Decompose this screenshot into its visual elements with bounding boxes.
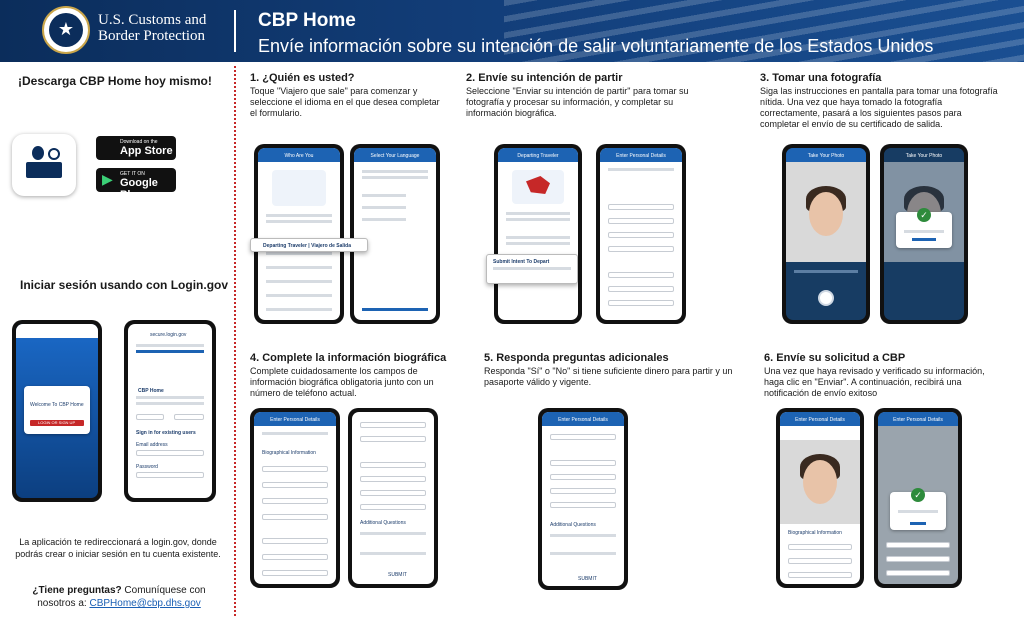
login-title: Iniciar sesión usando con Login.gov bbox=[20, 278, 229, 292]
sidebar bbox=[0, 62, 232, 621]
step2-heading: 2. Envíe su intención de partir bbox=[466, 72, 623, 84]
step4-body: Complete cuidadosamente los campos de información biográfica obligatoria junto con un número de teléfono actual. bbox=[250, 366, 434, 398]
app-store-button[interactable] bbox=[96, 136, 176, 160]
step5-phone-questions bbox=[538, 408, 628, 590]
login-heading: CBP Home bbox=[138, 388, 164, 394]
app-store-small: Download on the bbox=[120, 139, 158, 145]
screen-title: Take Your Photo bbox=[884, 148, 964, 162]
google-play-button[interactable] bbox=[96, 168, 176, 201]
questions-text bbox=[12, 584, 226, 610]
step3-body: Siga las instrucciones en pantalla para tomar una fotografía nítida. Una vez que haya tomado la fotografía correctamente, pasará a los siguientes pasos para completar el envío de su certificado de salida. bbox=[760, 86, 998, 129]
submit-button[interactable]: SUBMIT bbox=[388, 572, 407, 578]
email-label: Email address bbox=[136, 442, 168, 448]
submission-success-card bbox=[890, 492, 946, 530]
step4-heading: 4. Complete la información biográfica bbox=[250, 352, 447, 364]
cbp-home-app-icon bbox=[12, 134, 76, 196]
login-signup-button[interactable]: LOGIN OR SIGN UP bbox=[38, 420, 76, 425]
photo-success-card bbox=[896, 212, 952, 248]
step5-body: Responda "Sí" o "No" si tiene suficiente dinero para partir y un pasaporte válido y vigente. bbox=[484, 366, 733, 387]
page-title: CBP Home bbox=[258, 10, 356, 31]
submit-intent-callout[interactable] bbox=[486, 254, 578, 284]
step1-body: Toque "Viajero que sale" para comenzar y seleccione el idioma en el que desea completar el formulario. bbox=[250, 86, 440, 118]
bio-section-label: Biographical Information bbox=[788, 530, 842, 536]
google-play-label: Google Play bbox=[120, 177, 158, 201]
screen-title: Enter Personal Details bbox=[600, 148, 682, 162]
page-header bbox=[0, 0, 1024, 62]
submit-intent-label: Submit Intent To Depart bbox=[493, 259, 550, 265]
step1-phone-who bbox=[254, 144, 344, 324]
bio-section-label: Biographical Information bbox=[262, 450, 316, 456]
screen-title: Enter Personal Details bbox=[878, 412, 958, 426]
welcome-card bbox=[24, 386, 90, 434]
cbp-seal-logo: ★ bbox=[42, 6, 90, 54]
step5-heading: 5. Responda preguntas adicionales bbox=[484, 352, 669, 364]
check-icon: ✓ bbox=[917, 208, 931, 222]
step2-body: Seleccione "Enviar su intención de partir" para tomar su fotografía y procesar su información, y completar su información biográfica. bbox=[466, 86, 689, 118]
page-subtitle: Envíe información sobre su intención de salir voluntariamente de los Estados Unidos bbox=[258, 36, 934, 56]
email-field[interactable] bbox=[136, 450, 204, 456]
login-url: secure.login.gov bbox=[150, 332, 187, 338]
screen-title: Enter Personal Details bbox=[780, 412, 860, 426]
welcome-banner: Welcome To CBP Home bbox=[30, 402, 84, 408]
step4-phone-bio2 bbox=[348, 408, 438, 588]
app-store-label: App Store bbox=[120, 145, 173, 157]
screen-title: Enter Personal Details bbox=[254, 412, 336, 426]
login-phone-signin bbox=[124, 320, 216, 502]
step4-phone-bio bbox=[250, 408, 340, 588]
password-label: Password bbox=[136, 464, 158, 470]
screen-title: Who Are You bbox=[258, 148, 340, 162]
google-play-small: GET IT ON bbox=[120, 171, 145, 177]
sidebar-divider bbox=[234, 66, 236, 616]
step6-body: Una vez que haya revisado y verificado su información, haga clic en "Enviar". A continuación, recibirá una notificación de envío exitoso bbox=[764, 366, 985, 398]
step1-heading: 1. ¿Quién es usted? bbox=[250, 72, 355, 84]
screen-title: Enter Personal Details bbox=[542, 412, 624, 426]
org-name-line1: U.S. Customs and bbox=[98, 12, 207, 28]
step2-phone-details bbox=[596, 144, 686, 324]
header-divider bbox=[234, 10, 236, 52]
step6-phone-success bbox=[874, 408, 962, 588]
submit-button[interactable]: SUBMIT bbox=[578, 576, 597, 582]
step2-phone-departing bbox=[494, 144, 582, 324]
org-name bbox=[98, 12, 206, 44]
additional-questions-label: Additional Questions bbox=[550, 522, 596, 528]
step6-heading: 6. Envíe su solicitud a CBP bbox=[764, 352, 906, 364]
departing-traveler-callout[interactable] bbox=[250, 238, 368, 252]
capture-button[interactable] bbox=[818, 290, 834, 306]
download-title: ¡Descarga CBP Home hoy mismo! bbox=[18, 74, 212, 88]
check-icon: ✓ bbox=[911, 488, 925, 502]
play-icon: ▶ bbox=[102, 171, 113, 187]
screen-title: Select Your Language bbox=[354, 148, 436, 162]
step6-phone-review bbox=[776, 408, 864, 588]
password-field[interactable] bbox=[136, 472, 204, 478]
step3-phone-camera bbox=[782, 144, 870, 324]
contact-email-link[interactable]: CBPHome@cbp.dhs.gov bbox=[89, 598, 201, 609]
step3-phone-confirm bbox=[880, 144, 968, 324]
login-phone-welcome bbox=[12, 320, 102, 502]
step3-heading: 3. Tomar una fotografía bbox=[760, 72, 882, 84]
screen-title: Departing Traveler bbox=[498, 148, 578, 162]
org-name-line2: Border Protection bbox=[98, 28, 206, 44]
questions-bold: ¿Tiene preguntas? bbox=[32, 585, 122, 596]
departing-traveler-label: Departing Traveler | Viajero de Salida bbox=[263, 243, 352, 249]
step1-phone-language bbox=[350, 144, 440, 324]
questions-body: Comuníquese con nosotros a: bbox=[37, 585, 206, 609]
redirect-note: La aplicación te redireccionará a login.gov, donde podrás crear o iniciar sesión en tu cuenta existente. bbox=[15, 537, 221, 559]
additional-questions-label: Additional Questions bbox=[360, 520, 406, 526]
screen-title: Take Your Photo bbox=[786, 148, 866, 162]
existing-users-heading: Sign in for existing users bbox=[136, 430, 196, 436]
